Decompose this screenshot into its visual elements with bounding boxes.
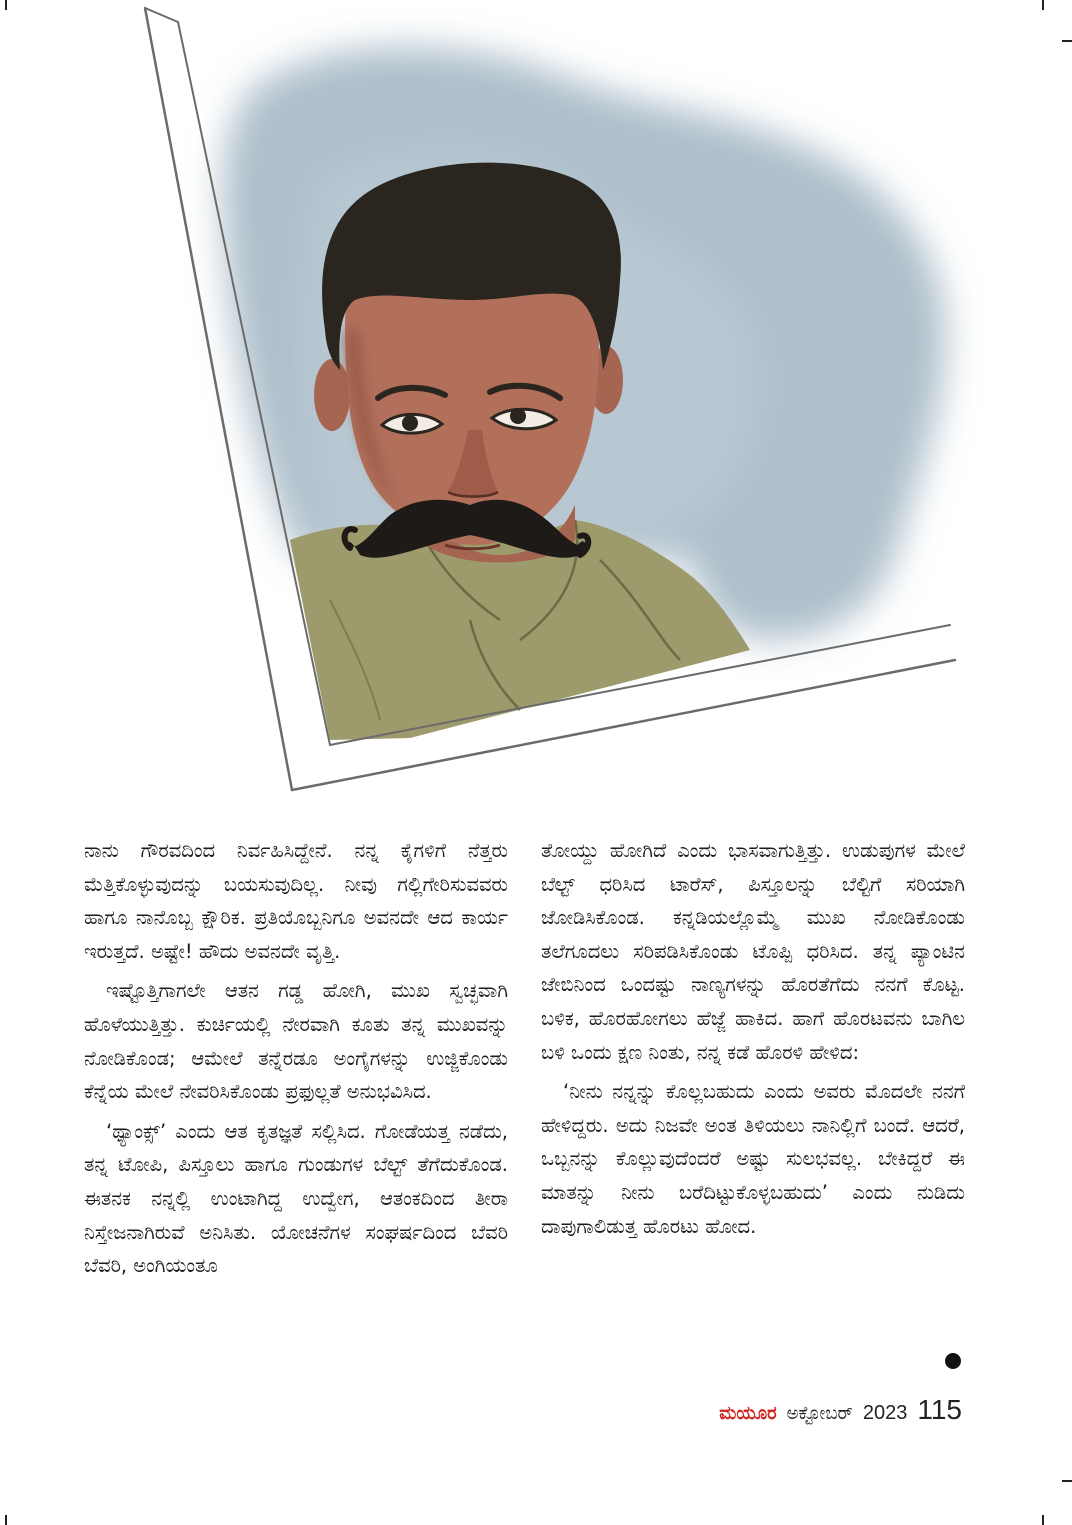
text-column-right [541, 834, 965, 1243]
left-ear [314, 359, 350, 431]
crop-mark-bottom-right [1042, 1515, 1044, 1525]
crop-mark-right-lower [1062, 1480, 1072, 1482]
issue-year: 2023 [862, 1402, 908, 1424]
text-column-left [84, 834, 508, 1283]
paragraph: ಇಷ್ಟೊತ್ತಿಗಾಗಲೇ ಆತನ ಗಡ್ಡ ಹೋಗಿ, ಮುಖ ಸ್ವಚ್ಛವಾಗಿ ಹೊಳೆಯುತ್ತಿತ್ತು. ಕುರ್ಚಿಯಲ್ಲಿ ನೇರವಾಗಿ ಕೂತು ತನ್ನ ಮುಖವನ್ನು ನೋಡಿಕೊಂಡ; ಆಮೇಲೆ ತನ್ನೆರಡೂ ಅಂಗೈಗಳನ್ನು ಉಜ್ಜಿಕೊಂಡು ಕೆನ್ನೆಯ ಮೇಲೆ ನೇವರಿಸಿಕೊಂಡು ಪ್ರಫುಲ್ಲತೆ ಅನುಭವಿಸಿದ. [84, 979, 508, 1104]
paragraph: ‘ಥ್ಯಾಂಕ್ಸ್’ ಎಂದು ಆತ ಕೃತಜ್ಞತೆ ಸಲ್ಲಿಸಿದ. ಗೋಡೆಯತ್ತ ನಡೆದು, ತನ್ನ ಟೋಪಿ, ಪಿಸ್ತೂಲು ಹಾಗೂ ಗುಂಡುಗಳ ಬೆಲ್ಟ್ ತೆಗೆದುಕೊಂಡ. ಈತನಕ ನನ್ನಲ್ಲಿ ಉಂಟಾಗಿದ್ದ ಉದ್ವೇಗ, ಆತಂಕದಿಂದ ತೀರಾ ನಿಸ್ತೇಜನಾಗಿರುವೆ ಅನಿಸಿತು. ಯೋಚನೆಗಳ ಸಂಘರ್ಷದಿಂದ ಬೆವರಿ ಬೆವರಿ, ಅಂಗಿಯಂತೂ [84, 1119, 508, 1278]
paragraph: ‘ನೀನು ನನ್ನನ್ನು ಕೊಲ್ಲಬಹುದು ಎಂದು ಅವರು ಮೊದಲೇ ನನಗೆ ಹೇಳಿದ್ದರು. ಅದು ನಿಜವೇ ಅಂತ ತಿಳಿಯಲು ನಾನಿಲ್ಲಿಗೆ ಬಂದೆ. ಆದರೆ, ಒಬ್ಬನನ್ನು ಕೊಲ್ಲುವುದೆಂದರೆ ಅಷ್ಟು ಸುಲಭವಲ್ಲ. ಬೇಕಿದ್ದರೆ ಈ ಮಾತನ್ನು ನೀನು ಬರೆದಿಟ್ಟುಕೊಳ್ಳಬಹುದು’ ಎಂದು ನುಡಿದು ದಾಪುಗಾಲಿಡುತ್ತ ಹೊರಟು ಹೋದ. [541, 1080, 965, 1238]
crop-mark-bottom-left [5, 1515, 7, 1525]
issue-month: ಅಕ್ಟೋಬರ್ [786, 1403, 853, 1424]
page-number: 115 [917, 1394, 962, 1425]
end-of-story-bullet [945, 1353, 961, 1369]
paragraph: ನಾನು ಗೌರವದಿಂದ ನಿರ್ವಹಿಸಿದ್ದೇನೆ. ನನ್ನ ಕೈಗಳಿಗೆ ನೆತ್ತರು ಮೆತ್ತಿಕೊಳ್ಳುವುದನ್ನು ಬಯಸುವುದಿಲ್ಲ. ನೀವು ಗಲ್ಲಿಗೇರಿಸುವವರು ಹಾಗೂ ನಾನೊಬ್ಬ ಕ್ಷೌರಿಕ. ಪ್ರತಿಯೊಬ್ಬನಿಗೂ ಅವನದೇ ಆದ ಕಾರ್ಯ ಇರುತ್ತದೆ. ಅಷ್ಟೇ! ಹೌದು ಅವನದೇ ವೃತ್ತಿ. [84, 839, 508, 963]
magazine-logo: ಮಯೂರ [719, 1403, 777, 1424]
page-footer [719, 1394, 962, 1426]
paragraph: ತೋಯ್ದು ಹೋಗಿದೆ ಎಂದು ಭಾಸವಾಗುತ್ತಿತ್ತು. ಉಡುಪುಗಳ ಮೇಲೆ ಬೆಲ್ಟ್ ಧರಿಸಿದ ಟಾರೆಸ್, ಪಿಸ್ತೂಲನ್ನು ಬೆಲ್ಟಿಗೆ ಸರಿಯಾಗಿ ಜೋಡಿಸಿಕೊಂಡ. ಕನ್ನಡಿಯಲ್ಲೊಮ್ಮೆ ಮುಖ ನೋಡಿಕೊಂಡು ತಲೆಗೂದಲು ಸರಿಪಡಿಸಿಕೊಂಡು ಟೊಪ್ಪಿ ಧರಿಸಿದ. ತನ್ನ ಪ್ಯಾಂಟಿನ ಜೇಬಿನಿಂದ ಒಂದಷ್ಟು ನಾಣ್ಯಗಳನ್ನು ಹೊರತೆಗೆದು ನನಗೆ ಕೊಟ್ಟ. ಬಳಿಕ, ಹೊರಹೋಗಲು ಹೆಜ್ಜೆ ಹಾಕಿದ. ಹಾಗೆ ಹೊರಟವನು ಬಾಗಿಲ ಬಳಿ ಒಂದು ಕ್ಷಣ ನಿಂತು, ನನ್ನ ಕಡೆ ಹೊರಳಿ ಹೇಳಿದ: [541, 839, 965, 1064]
